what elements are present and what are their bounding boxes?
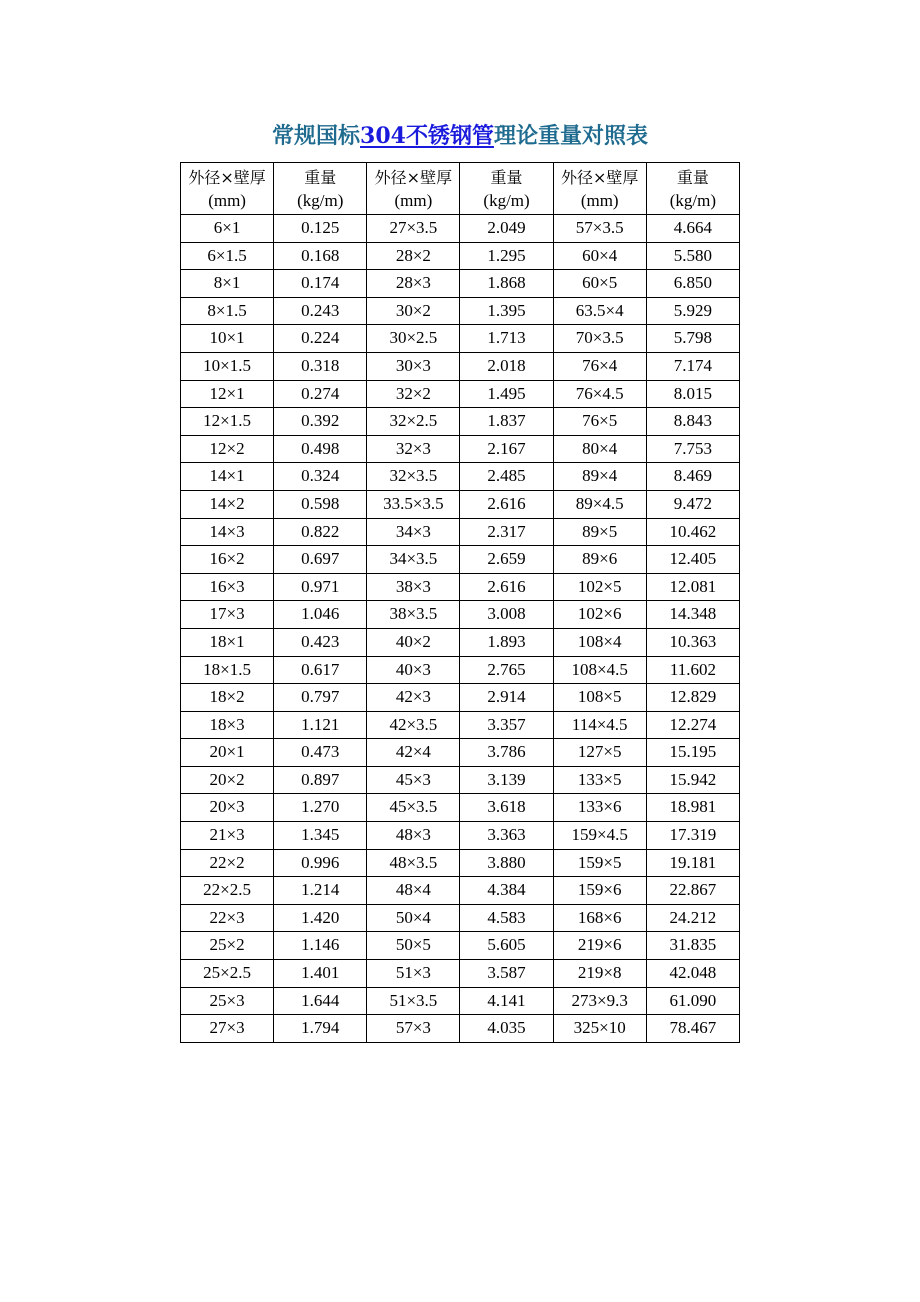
page-title	[0, 118, 920, 154]
size-cell: 38×3	[367, 573, 460, 601]
size-cell: 89×5	[553, 518, 646, 546]
weight-cell: 3.618	[460, 794, 553, 822]
weight-cell: 1.837	[460, 408, 553, 436]
weight-cell: 2.018	[460, 352, 553, 380]
table-row	[181, 711, 740, 739]
size-cell: 114×4.5	[553, 711, 646, 739]
weight-cell: 8.469	[646, 463, 739, 491]
weight-cell: 1.395	[460, 297, 553, 325]
size-cell: 219×6	[553, 932, 646, 960]
column-header	[460, 163, 553, 215]
size-cell: 40×3	[367, 656, 460, 684]
weight-table	[180, 162, 740, 1043]
size-cell: 50×5	[367, 932, 460, 960]
weight-cell: 6.850	[646, 270, 739, 298]
weight-cell: 31.835	[646, 932, 739, 960]
weight-cell: 17.319	[646, 822, 739, 850]
size-cell: 108×4	[553, 628, 646, 656]
size-cell: 12×1	[181, 380, 274, 408]
weight-cell: 0.423	[274, 628, 367, 656]
size-cell: 102×6	[553, 601, 646, 629]
size-cell: 80×4	[553, 435, 646, 463]
weight-cell: 12.829	[646, 684, 739, 712]
column-header-unit: (kg/m)	[669, 190, 717, 210]
weight-cell: 0.274	[274, 380, 367, 408]
size-cell: 48×4	[367, 877, 460, 905]
size-cell: 20×2	[181, 766, 274, 794]
weight-cell: 78.467	[646, 1015, 739, 1043]
size-cell: 22×2.5	[181, 877, 274, 905]
weight-cell: 2.167	[460, 435, 553, 463]
table-row	[181, 960, 740, 988]
size-cell: 25×3	[181, 987, 274, 1015]
size-cell: 76×4.5	[553, 380, 646, 408]
size-cell: 34×3	[367, 518, 460, 546]
weight-cell: 11.602	[646, 656, 739, 684]
size-cell: 273×9.3	[553, 987, 646, 1015]
size-cell: 18×3	[181, 711, 274, 739]
table-row	[181, 739, 740, 767]
size-cell: 18×2	[181, 684, 274, 712]
size-cell: 28×2	[367, 242, 460, 270]
size-cell: 168×6	[553, 904, 646, 932]
size-cell: 17×3	[181, 601, 274, 629]
table-row	[181, 352, 740, 380]
column-header	[553, 163, 646, 215]
size-cell: 18×1	[181, 628, 274, 656]
weight-cell: 0.224	[274, 325, 367, 353]
header-row	[181, 163, 740, 215]
size-cell: 20×1	[181, 739, 274, 767]
table-row	[181, 684, 740, 712]
size-cell: 70×3.5	[553, 325, 646, 353]
size-cell: 32×3.5	[367, 463, 460, 491]
weight-cell: 1.495	[460, 380, 553, 408]
size-cell: 18×1.5	[181, 656, 274, 684]
size-cell: 6×1	[181, 215, 274, 243]
weight-cell: 1.046	[274, 601, 367, 629]
size-cell: 76×4	[553, 352, 646, 380]
table-row	[181, 904, 740, 932]
size-cell: 108×4.5	[553, 656, 646, 684]
weight-cell: 5.929	[646, 297, 739, 325]
weight-cell: 15.195	[646, 739, 739, 767]
weight-cell: 1.713	[460, 325, 553, 353]
size-cell: 57×3.5	[553, 215, 646, 243]
title-prefix: 常规国标	[272, 123, 361, 149]
size-cell: 32×3	[367, 435, 460, 463]
weight-cell: 4.664	[646, 215, 739, 243]
table-row	[181, 297, 740, 325]
weight-cell: 1.295	[460, 242, 553, 270]
weight-cell: 3.880	[460, 849, 553, 877]
size-cell: 14×3	[181, 518, 274, 546]
table-row	[181, 546, 740, 574]
weight-cell: 7.174	[646, 352, 739, 380]
weight-cell: 0.897	[274, 766, 367, 794]
weight-cell: 0.243	[274, 297, 367, 325]
column-header-label: 重量	[676, 167, 709, 187]
table-row	[181, 1015, 740, 1043]
column-header-label: 外径×壁厚	[560, 167, 639, 187]
weight-cell: 0.392	[274, 408, 367, 436]
size-cell: 325×10	[553, 1015, 646, 1043]
table-row	[181, 380, 740, 408]
size-cell: 159×6	[553, 877, 646, 905]
size-cell: 76×5	[553, 408, 646, 436]
weight-cell: 2.049	[460, 215, 553, 243]
column-header	[646, 163, 739, 215]
size-cell: 89×4	[553, 463, 646, 491]
size-cell: 30×2.5	[367, 325, 460, 353]
weight-cell: 0.324	[274, 463, 367, 491]
size-cell: 32×2	[367, 380, 460, 408]
weight-cell: 14.348	[646, 601, 739, 629]
size-cell: 133×6	[553, 794, 646, 822]
size-cell: 34×3.5	[367, 546, 460, 574]
weight-cell: 0.971	[274, 573, 367, 601]
table-row	[181, 463, 740, 491]
weight-cell: 5.798	[646, 325, 739, 353]
size-cell: 27×3	[181, 1015, 274, 1043]
weight-cell: 4.141	[460, 987, 553, 1015]
weight-cell: 3.357	[460, 711, 553, 739]
size-cell: 16×2	[181, 546, 274, 574]
weight-cell: 0.473	[274, 739, 367, 767]
weight-cell: 42.048	[646, 960, 739, 988]
weight-cell: 3.587	[460, 960, 553, 988]
weight-cell: 3.786	[460, 739, 553, 767]
size-cell: 32×2.5	[367, 408, 460, 436]
size-cell: 127×5	[553, 739, 646, 767]
weight-cell: 7.753	[646, 435, 739, 463]
size-cell: 25×2.5	[181, 960, 274, 988]
weight-cell: 1.345	[274, 822, 367, 850]
weight-cell: 1.644	[274, 987, 367, 1015]
table-row	[181, 242, 740, 270]
weight-cell: 0.822	[274, 518, 367, 546]
column-header-label: 重量	[490, 167, 523, 187]
size-cell: 10×1.5	[181, 352, 274, 380]
size-cell: 27×3.5	[367, 215, 460, 243]
size-cell: 16×3	[181, 573, 274, 601]
weight-cell: 1.794	[274, 1015, 367, 1043]
size-cell: 219×8	[553, 960, 646, 988]
weight-cell: 0.318	[274, 352, 367, 380]
size-cell: 60×4	[553, 242, 646, 270]
size-cell: 89×4.5	[553, 490, 646, 518]
weight-cell: 0.996	[274, 849, 367, 877]
weight-cell: 4.384	[460, 877, 553, 905]
column-header	[181, 163, 274, 215]
size-cell: 12×1.5	[181, 408, 274, 436]
weight-cell: 1.146	[274, 932, 367, 960]
table-body	[181, 215, 740, 1043]
weight-cell: 61.090	[646, 987, 739, 1015]
column-header	[367, 163, 460, 215]
table-row	[181, 325, 740, 353]
table-row	[181, 877, 740, 905]
size-cell: 21×3	[181, 822, 274, 850]
weight-cell: 22.867	[646, 877, 739, 905]
column-header-unit: (kg/m)	[297, 190, 344, 210]
size-cell: 38×3.5	[367, 601, 460, 629]
column-header-unit: (kg/m)	[483, 190, 530, 210]
size-cell: 60×5	[553, 270, 646, 298]
weight-cell: 1.121	[274, 711, 367, 739]
weight-cell: 10.363	[646, 628, 739, 656]
size-cell: 108×5	[553, 684, 646, 712]
size-cell: 22×2	[181, 849, 274, 877]
size-cell: 40×2	[367, 628, 460, 656]
weight-cell: 12.405	[646, 546, 739, 574]
size-cell: 14×1	[181, 463, 274, 491]
weight-cell: 18.981	[646, 794, 739, 822]
table-row	[181, 849, 740, 877]
table-row	[181, 628, 740, 656]
column-header-label: 外径×壁厚	[374, 167, 453, 187]
weight-cell: 12.081	[646, 573, 739, 601]
weight-cell: 0.598	[274, 490, 367, 518]
size-cell: 14×2	[181, 490, 274, 518]
size-cell: 30×2	[367, 297, 460, 325]
size-cell: 22×3	[181, 904, 274, 932]
table-row	[181, 822, 740, 850]
weight-cell: 12.274	[646, 711, 739, 739]
weight-cell: 2.616	[460, 573, 553, 601]
size-cell: 42×3	[367, 684, 460, 712]
size-cell: 50×4	[367, 904, 460, 932]
weight-cell: 8.015	[646, 380, 739, 408]
size-cell: 89×6	[553, 546, 646, 574]
size-cell: 159×5	[553, 849, 646, 877]
size-cell: 42×4	[367, 739, 460, 767]
size-cell: 48×3.5	[367, 849, 460, 877]
size-cell: 12×2	[181, 435, 274, 463]
column-header-unit: (mm)	[208, 190, 246, 210]
table-row	[181, 435, 740, 463]
size-cell: 6×1.5	[181, 242, 274, 270]
weight-cell: 15.942	[646, 766, 739, 794]
size-cell: 48×3	[367, 822, 460, 850]
table-row	[181, 932, 740, 960]
column-header	[274, 163, 367, 215]
weight-cell: 8.843	[646, 408, 739, 436]
weight-cell: 4.035	[460, 1015, 553, 1043]
weight-cell: 1.401	[274, 960, 367, 988]
table-row	[181, 573, 740, 601]
size-cell: 8×1.5	[181, 297, 274, 325]
table-row	[181, 601, 740, 629]
table-row	[181, 656, 740, 684]
column-header-label: 外径×壁厚	[188, 167, 266, 187]
size-cell: 63.5×4	[553, 297, 646, 325]
size-cell: 133×5	[553, 766, 646, 794]
title-suffix: 理论重量对照表	[493, 123, 648, 149]
table-row	[181, 766, 740, 794]
table-row	[181, 408, 740, 436]
size-cell: 51×3	[367, 960, 460, 988]
size-cell: 45×3	[367, 766, 460, 794]
weight-cell: 0.697	[274, 546, 367, 574]
weight-cell: 2.914	[460, 684, 553, 712]
weight-cell: 1.214	[274, 877, 367, 905]
table-row	[181, 490, 740, 518]
size-cell: 51×3.5	[367, 987, 460, 1015]
table-row	[181, 215, 740, 243]
weight-cell: 0.498	[274, 435, 367, 463]
column-header-unit: (mm)	[580, 190, 619, 210]
size-cell: 10×1	[181, 325, 274, 353]
weight-cell: 4.583	[460, 904, 553, 932]
weight-cell: 0.125	[274, 215, 367, 243]
column-header-label: 重量	[304, 167, 337, 187]
weight-cell: 2.616	[460, 490, 553, 518]
weight-cell: 10.462	[646, 518, 739, 546]
weight-cell: 1.420	[274, 904, 367, 932]
size-cell: 159×4.5	[553, 822, 646, 850]
weight-cell: 5.580	[646, 242, 739, 270]
table-row	[181, 987, 740, 1015]
weight-cell: 2.485	[460, 463, 553, 491]
size-cell: 25×2	[181, 932, 274, 960]
size-cell: 28×3	[367, 270, 460, 298]
table-row	[181, 518, 740, 546]
size-cell: 8×1	[181, 270, 274, 298]
size-cell: 102×5	[553, 573, 646, 601]
weight-cell: 2.317	[460, 518, 553, 546]
size-cell: 20×3	[181, 794, 274, 822]
size-cell: 30×3	[367, 352, 460, 380]
weight-cell: 5.605	[460, 932, 553, 960]
weight-cell: 1.893	[460, 628, 553, 656]
size-cell: 42×3.5	[367, 711, 460, 739]
size-cell: 33.5×3.5	[367, 490, 460, 518]
table-row	[181, 270, 740, 298]
weight-cell: 9.472	[646, 490, 739, 518]
weight-cell: 19.181	[646, 849, 739, 877]
weight-cell: 0.168	[274, 242, 367, 270]
weight-cell: 3.008	[460, 601, 553, 629]
weight-cell: 3.363	[460, 822, 553, 850]
weight-cell: 0.617	[274, 656, 367, 684]
weight-cell: 2.659	[460, 546, 553, 574]
weight-cell: 0.797	[274, 684, 367, 712]
size-cell: 45×3.5	[367, 794, 460, 822]
weight-cell: 2.765	[460, 656, 553, 684]
table-row	[181, 794, 740, 822]
weight-cell: 24.212	[646, 904, 739, 932]
weight-cell: 1.270	[274, 794, 367, 822]
column-header-unit: (mm)	[394, 190, 433, 210]
title-link[interactable]: 304不锈钢管	[360, 123, 494, 149]
weight-cell: 3.139	[460, 766, 553, 794]
weight-cell: 0.174	[274, 270, 367, 298]
weight-cell: 1.868	[460, 270, 553, 298]
size-cell: 57×3	[367, 1015, 460, 1043]
